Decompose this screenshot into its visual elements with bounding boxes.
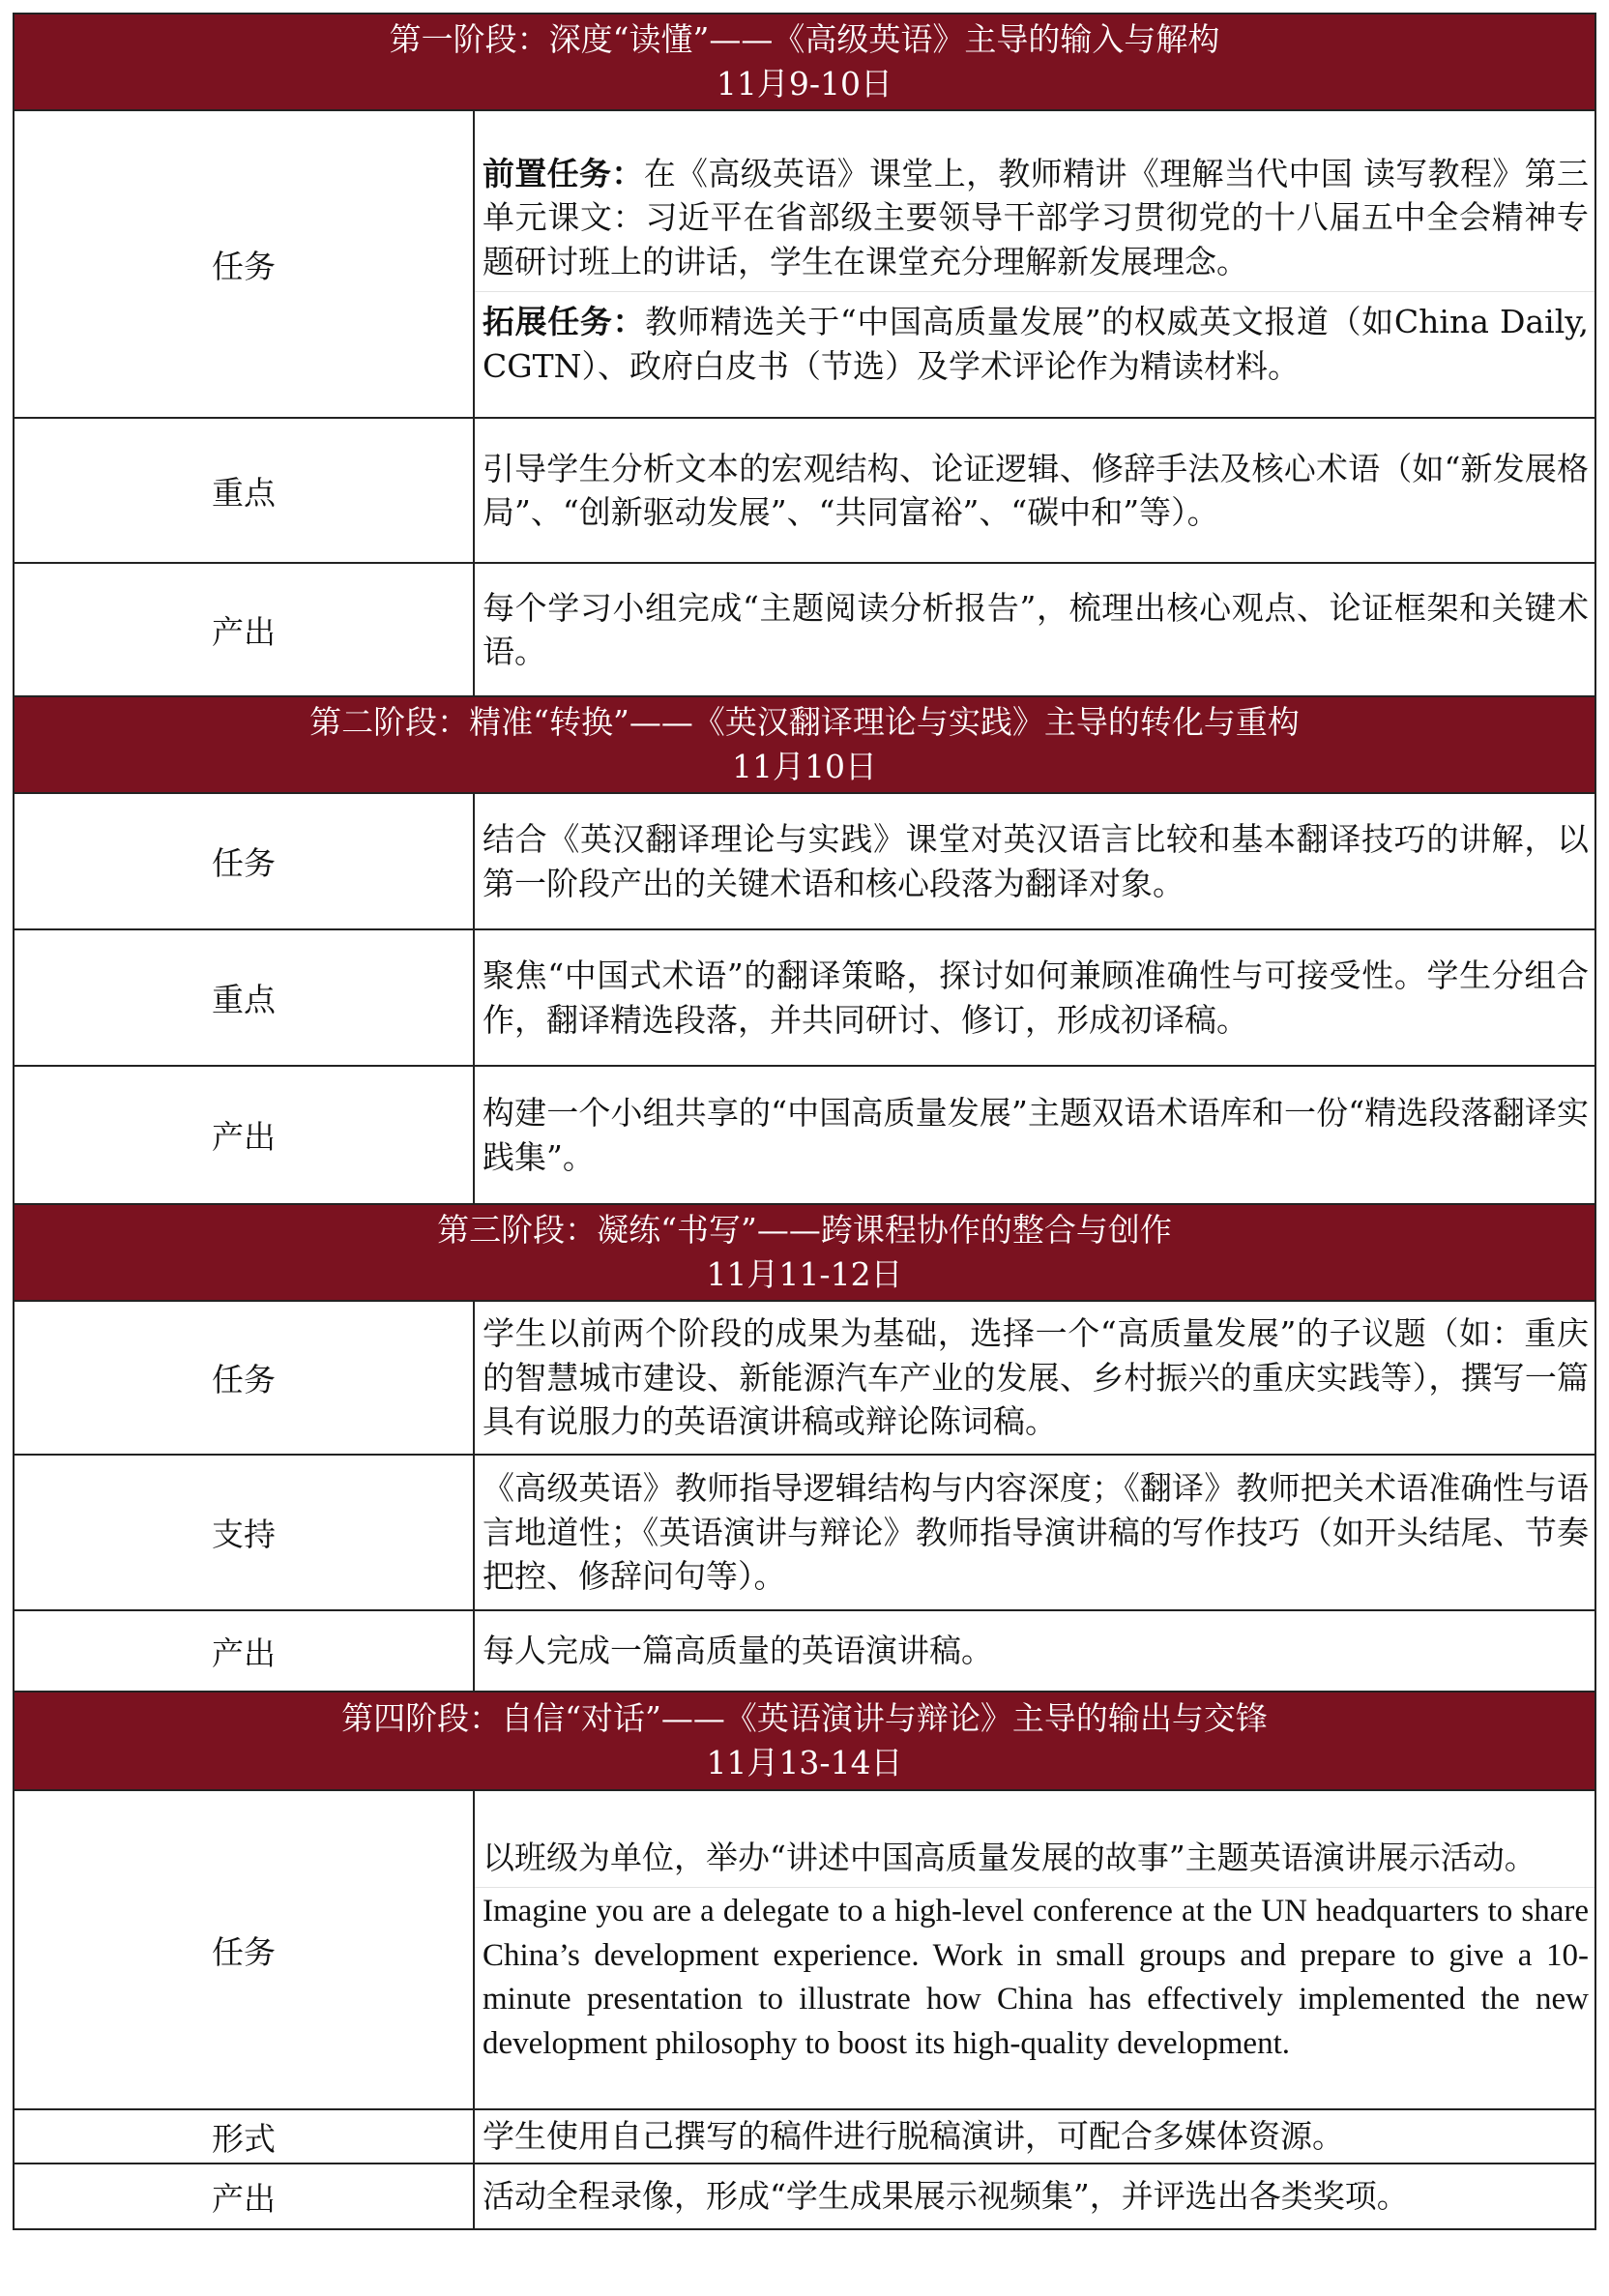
paragraph-text: 学生使用自己撰写的稿件进行脱稿演讲，可配合多媒体资源。 [483,2117,1344,2156]
paragraph-text: 每个学习小组完成“主题阅读分析报告”，梳理出核心观点、论证框架和关键术语。 [483,588,1589,670]
content-paragraph [475,1834,1594,1882]
paragraph-text: 聚焦“中国式术语”的翻译策略，探讨如何兼顾准确性与可接受性。学生分组合作，翻译精选段落，并共同研讨、修订，形成初译稿。 [483,957,1589,1039]
phase-row [14,2109,1595,2164]
row-content [474,2109,1595,2164]
phase-row [14,418,1595,563]
row-content [474,1301,1595,1455]
phase-title: 第二阶段：精准“转换”——《英汉翻译理论与实践》主导的转化与重构 [309,703,1300,741]
row-label: 产出 [14,1610,474,1692]
paragraph-text: 活动全程录像，形成“学生成果展示视频集”，并评选出各类奖项。 [483,2177,1409,2216]
phase-row [14,1610,1595,1692]
paragraph-text: 教师精选关于“中国高质量发展”的权威英文报道（如China Daily, CGTN）、政府白皮书（节选）及学术评论作为精读材料。 [483,303,1589,385]
row-content [474,563,1595,696]
content-paragraph [475,2112,1594,2161]
row-label: 任务 [14,1790,474,2109]
paragraph-text: Imagine you are a delegate to a high-level conference at the UN headquarters to share China’s development experience. Work in small groups and prepare to give a 10-minute presentation to illustrate how China has effectively implemented the new development philosophy to boost its high-quality development. [483,1894,1589,2061]
paragraph-lead: 拓展任务： [483,303,646,341]
phase-row [14,793,1595,929]
row-content [474,418,1595,563]
row-label: 支持 [14,1455,474,1610]
phase-header [14,1204,1595,1301]
schedule-table [13,13,1596,2230]
phase-date: 11月11-12日 [706,1255,903,1293]
paragraph-text: 以班级为单位，举办“讲述中国高质量发展的故事”主题英语演讲展示活动。 [483,1838,1536,1876]
paragraph-text: 引导学生分析文本的宏观结构、论证逻辑、修辞手法及核心术语（如“新发展格局”、“创新驱动发展”、“共同富裕”、“碳中和”等）。 [483,449,1589,531]
paragraph-text: 《高级英语》教师指导逻辑结构与内容深度；《翻译》教师把关术语准确性与语言地道性；《英语演讲与辩论》教师指导演讲稿的写作技巧（如开头结尾、节奏把控、修辞问句等）。 [483,1469,1589,1596]
content-paragraph [475,1627,1594,1675]
row-content [474,929,1595,1066]
phase-row [14,2164,1595,2229]
phase-title: 第一阶段：深度“读懂”——《高级英语》主导的输入与解构 [389,20,1220,58]
paragraph-text: 结合《英汉翻译理论与实践》课堂对英汉语言比较和基本翻译技巧的讲解，以第一阶段产出的关键术语和核心段落为翻译对象。 [483,820,1589,902]
row-label: 产出 [14,1066,474,1204]
phase-title: 第四阶段：自信“对话”——《英语演讲与辩论》主导的输出与交锋 [341,1699,1268,1737]
phase-header [14,1692,1595,1790]
schedule-table-body [14,14,1595,2229]
paragraph-text: 构建一个小组共享的“中国高质量发展”主题双语术语库和一份“精选段落翻译实践集”。 [483,1094,1589,1176]
content-paragraph [475,1887,1594,2066]
content-paragraph [475,584,1594,676]
row-label: 产出 [14,563,474,696]
content-paragraph [475,138,1594,286]
phase-title: 第三阶段：凝练“书写”——跨课程协作的整合与创作 [437,1211,1172,1249]
phase-date: 11月10日 [732,748,877,785]
row-content [474,1455,1595,1610]
row-label: 重点 [14,418,474,563]
paragraph-lead: 前置任务： [483,154,644,192]
phase-row [14,563,1595,696]
row-content [474,1066,1595,1204]
content-paragraph [475,1464,1594,1601]
row-label: 形式 [14,2109,474,2164]
phase-header [14,14,1595,110]
content-paragraph [475,291,1594,390]
paragraph-text: 在《高级英语》课堂上，教师精讲《理解当代中国 读写教程》第三单元课文：习近平在省部级主要领导干部学习贯彻党的十八届五中全会精神专题研讨班上的讲话，学生在课堂充分理解新发展理念。 [483,154,1590,280]
content-paragraph [475,1089,1594,1181]
row-label: 任务 [14,1301,474,1455]
row-content [474,2164,1595,2229]
phase-date: 11月9-10日 [716,65,893,103]
row-label: 产出 [14,2164,474,2229]
phase-date: 11月13-14日 [706,1744,903,1781]
row-content [474,793,1595,929]
content-paragraph [475,1310,1594,1446]
phase-header [14,696,1595,793]
row-label: 任务 [14,793,474,929]
paragraph-text: 每人完成一篇高质量的英语演讲稿。 [483,1632,993,1670]
paragraph-text: 学生以前两个阶段的成果为基础，选择一个“高质量发展”的子议题（如：重庆的智慧城市建设、新能源汽车产业的发展、乡村振兴的重庆实践等），撰写一篇具有说服力的英语演讲稿或辩论陈词稿。 [483,1314,1589,1441]
content-paragraph [475,445,1594,537]
row-content [474,1790,1595,2109]
row-content [474,1610,1595,1692]
phase-header-row [14,14,1595,110]
content-paragraph [475,2172,1594,2221]
phase-header-row [14,696,1595,793]
content-paragraph [475,815,1594,907]
row-label: 任务 [14,110,474,418]
content-paragraph [475,952,1594,1044]
row-label: 重点 [14,929,474,1066]
row-content [474,110,1595,418]
phase-row [14,1455,1595,1610]
phase-row [14,1066,1595,1204]
phase-header-row [14,1692,1595,1790]
phase-row [14,1301,1595,1455]
phase-row [14,110,1595,418]
phase-row [14,929,1595,1066]
phase-row [14,1790,1595,2109]
phase-header-row [14,1204,1595,1301]
